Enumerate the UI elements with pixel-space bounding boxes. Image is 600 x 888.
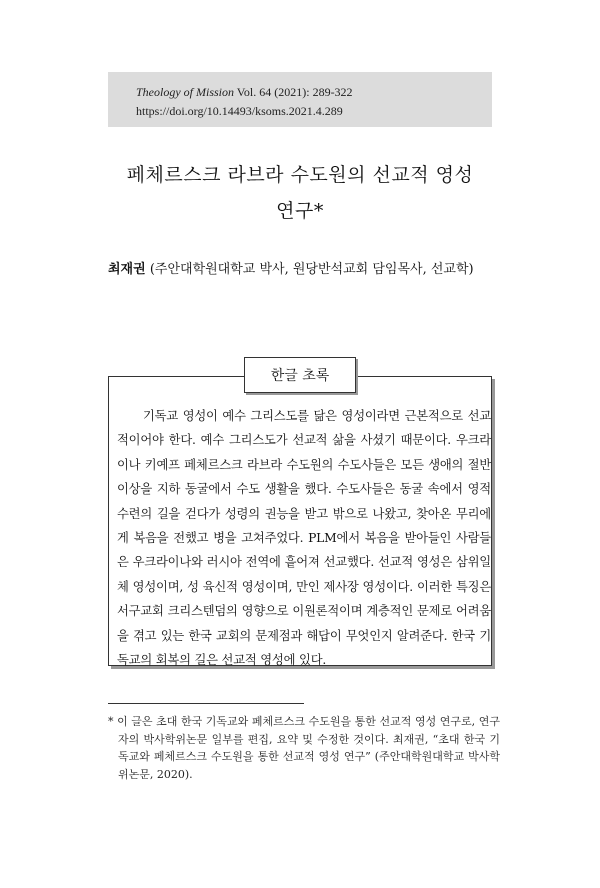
abstract-text: 기독교 영성이 예수 그리스도를 닮은 영성이라면 근본적으로 선교적이어야 한다. 예수 그리스도가 선교적 삶을 사셨기 때문이다. 우크라이나 키예프 페체르스크 라브라 수도원의 수도사들은 모든 생애의 절반 이상을 지하 동굴에서 수도 생활을 했다. 수도사들은 동굴 속에서 영적 수련의 길을 걷다가 성령의 권능을 받고 밖으로 나왔고, 찾아온 무리에게 복음을 전했고 병을 고쳐주었다. PLM에서 복음을 받아들인 사람들은 우크라이나와 러시아 전역에 흩어져 선교했다. 선교적 영성은 삼위일체 영성이며, 성 육신적 영성이며, 만인 제사장 영성이다. 이러한 특징은 서구교회 크리스텐덤의 영향으로 이원론적이며 계층적인 문제로 어려움을 겪고 있는 한국 교회의 문제점과 해답이 무엇인지 알려준다. 한국 기독교의 회복의 길은 선교적 영성에 있다. <box>117 409 491 668</box>
journal-name: Theology of Mission <box>136 85 234 99</box>
author-name: 최재권 <box>108 262 146 277</box>
doi-link[interactable]: https://doi.org/10.14493/ksoms.2021.4.289 <box>136 104 343 118</box>
paper-title-line-1: 페체르스크 라브라 수도원의 선교적 영성 <box>126 164 474 186</box>
abstract-label: 한글 초록 <box>244 357 356 393</box>
author-line <box>108 260 538 280</box>
volume-pages: Vol. 64 (2021): 289-322 <box>234 85 353 99</box>
author-affiliation: (주안대학원대학교 박사, 원당반석교회 담임목사, 선교학) <box>145 262 474 277</box>
footnote: * 이 글은 초대 한국 기독교와 페체르스크 수도원을 통한 선교적 영성 연구로, 연구자의 박사학위논문 일부를 편집, 요약 및 수정한 것이다. 최재권, “초대 한국 기독교와 페체르스크 수도원을 통한 선교적 영성 연구” (주안대학원대학교 박사학위논문, 2020). <box>108 715 500 781</box>
footnote-divider <box>108 703 304 704</box>
paper-title-line-2: 연구* <box>276 200 324 222</box>
journal-header <box>108 72 492 127</box>
journal-citation <box>136 83 492 102</box>
